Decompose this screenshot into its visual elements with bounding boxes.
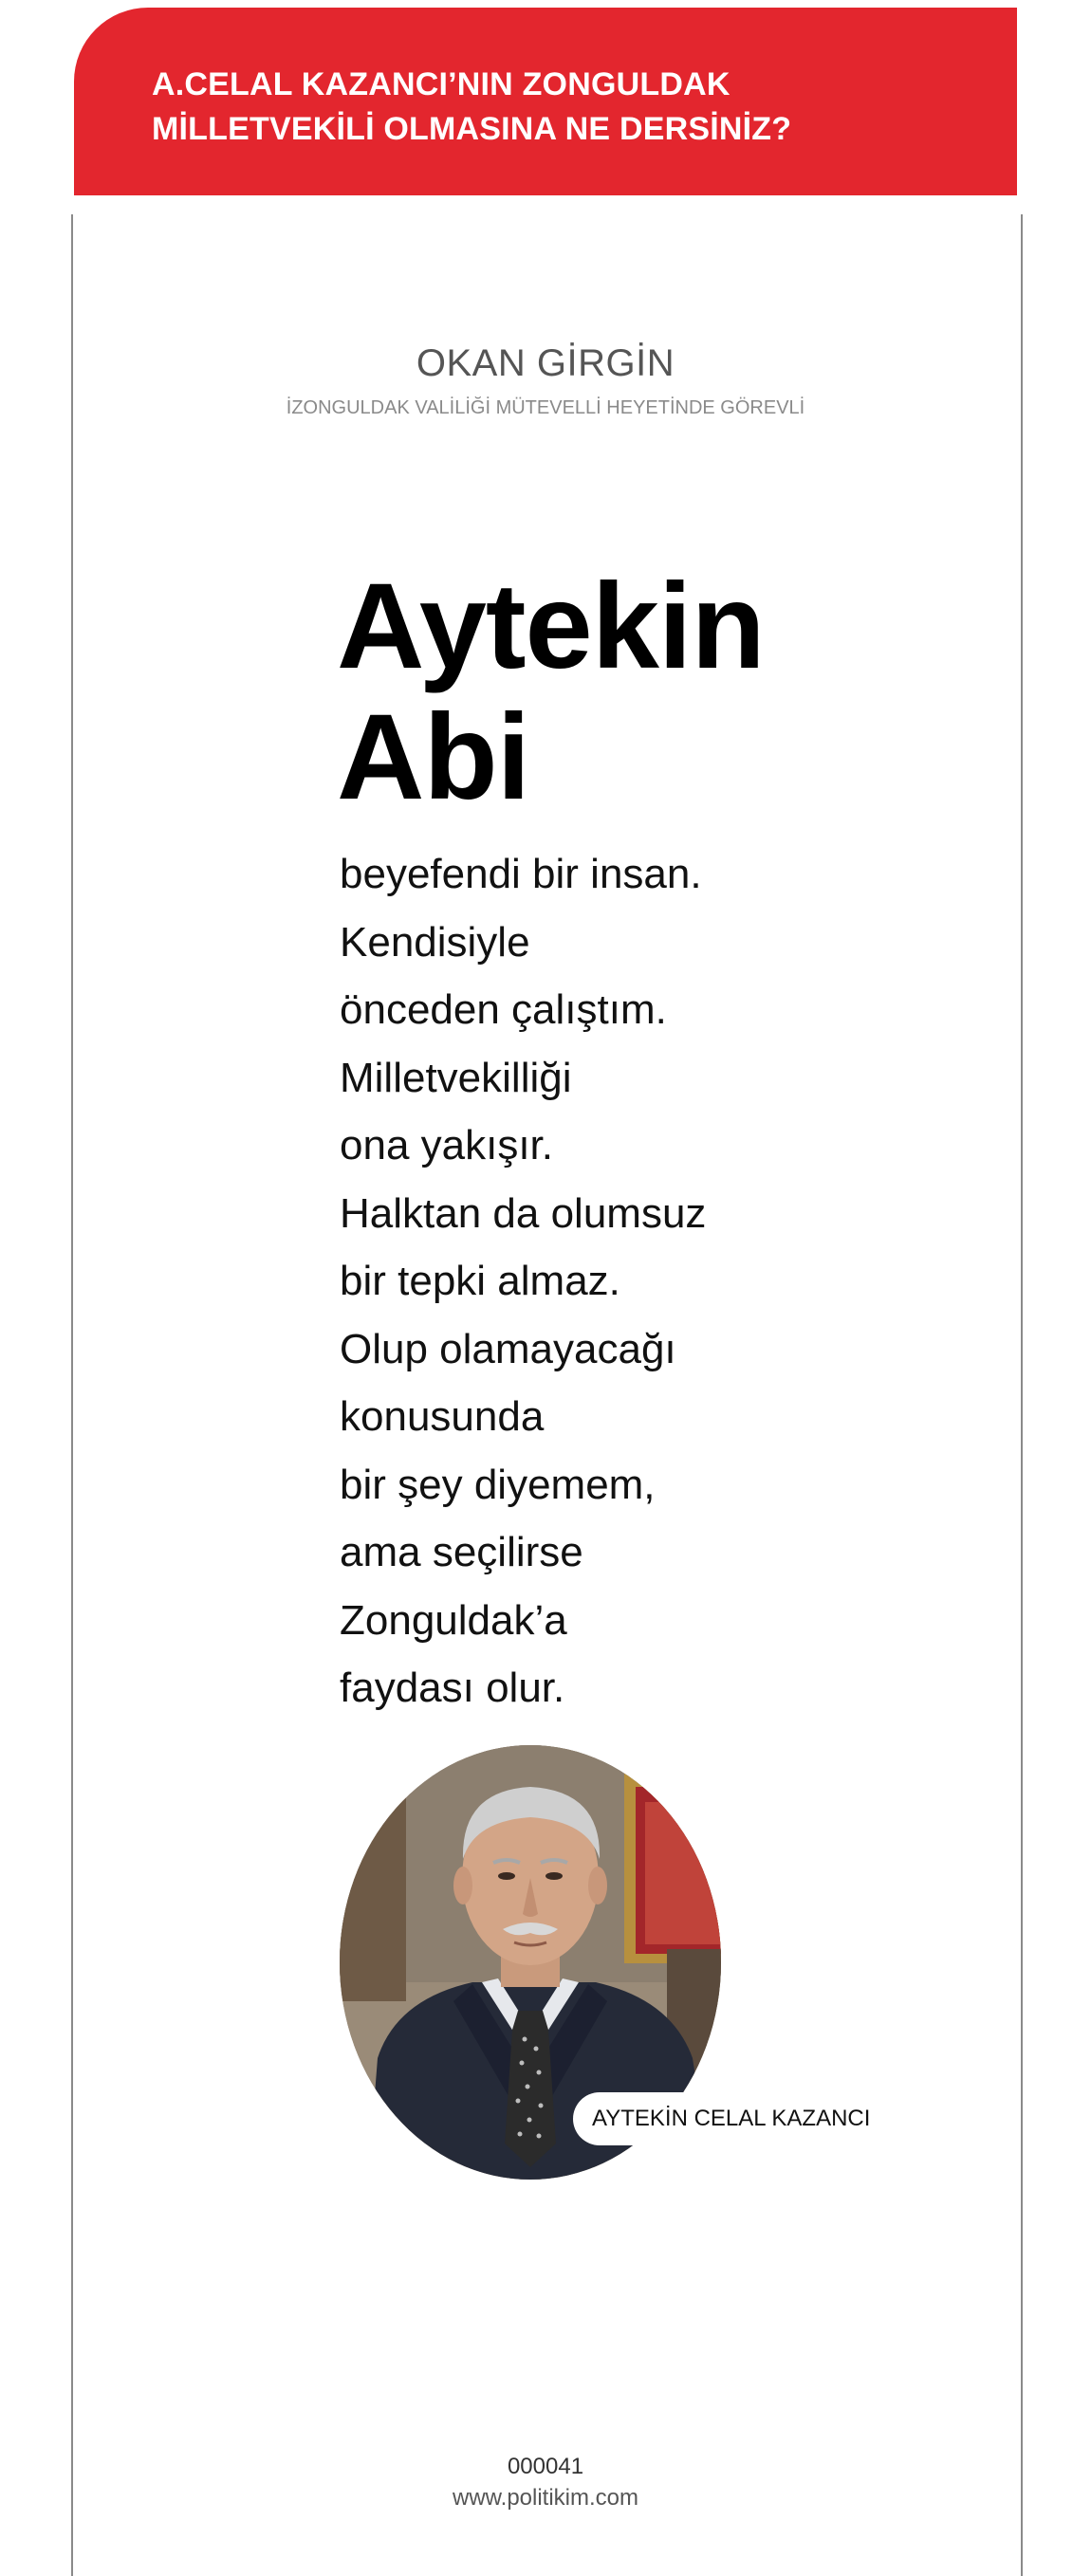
quote-line: Zonguldak’a: [340, 1596, 567, 1644]
header-title-line-1: A.CELAL KAZANCI’NIN ZONGULDAK: [152, 66, 730, 102]
quote-line: ona yakışır.: [340, 1122, 554, 1168]
headline-line-1: Aytekin: [337, 559, 765, 694]
quote-line: faydası olur.: [340, 1665, 565, 1711]
photo-caption: AYTEKİN CELAL KAZANCI: [573, 2092, 887, 2145]
footer-url: www.politikim.com: [452, 2485, 639, 2511]
quote-line: Kendisiyle: [340, 918, 530, 966]
quote-line: Halktan da olumsuz: [340, 1189, 707, 1237]
footer-code: 000041: [507, 2454, 584, 2479]
quote-line: bir şey diyemem,: [340, 1461, 656, 1508]
quote-body: [340, 840, 706, 1722]
header-banner: [74, 8, 1017, 195]
quote-line: Milletvekilliği: [340, 1054, 572, 1101]
quote-line: ama seçilirse: [340, 1529, 583, 1575]
headline-line-2: Abi: [337, 690, 530, 825]
quote-line: konusunda: [340, 1393, 545, 1440]
quote-line: beyefendi bir insan.: [340, 851, 702, 897]
header-title-line-2: MİLLETVEKİLİ OLMASINA NE DERSİNİZ?: [152, 111, 792, 147]
quote-line: Olup olamayacağı: [340, 1325, 676, 1372]
frame-right-border: [1021, 214, 1023, 2576]
headline: [337, 561, 765, 823]
quote-line: bir tepki almaz.: [340, 1258, 620, 1304]
quote-line: önceden çalıştım.: [340, 986, 667, 1033]
author-role: İZONGULDAK VALİLİĞİ MÜTEVELLİ HEYETİNDE GÖREVLİ: [286, 397, 805, 418]
author-name: OKAN GİRGİN: [416, 342, 675, 384]
frame-left-border: [71, 214, 73, 2576]
